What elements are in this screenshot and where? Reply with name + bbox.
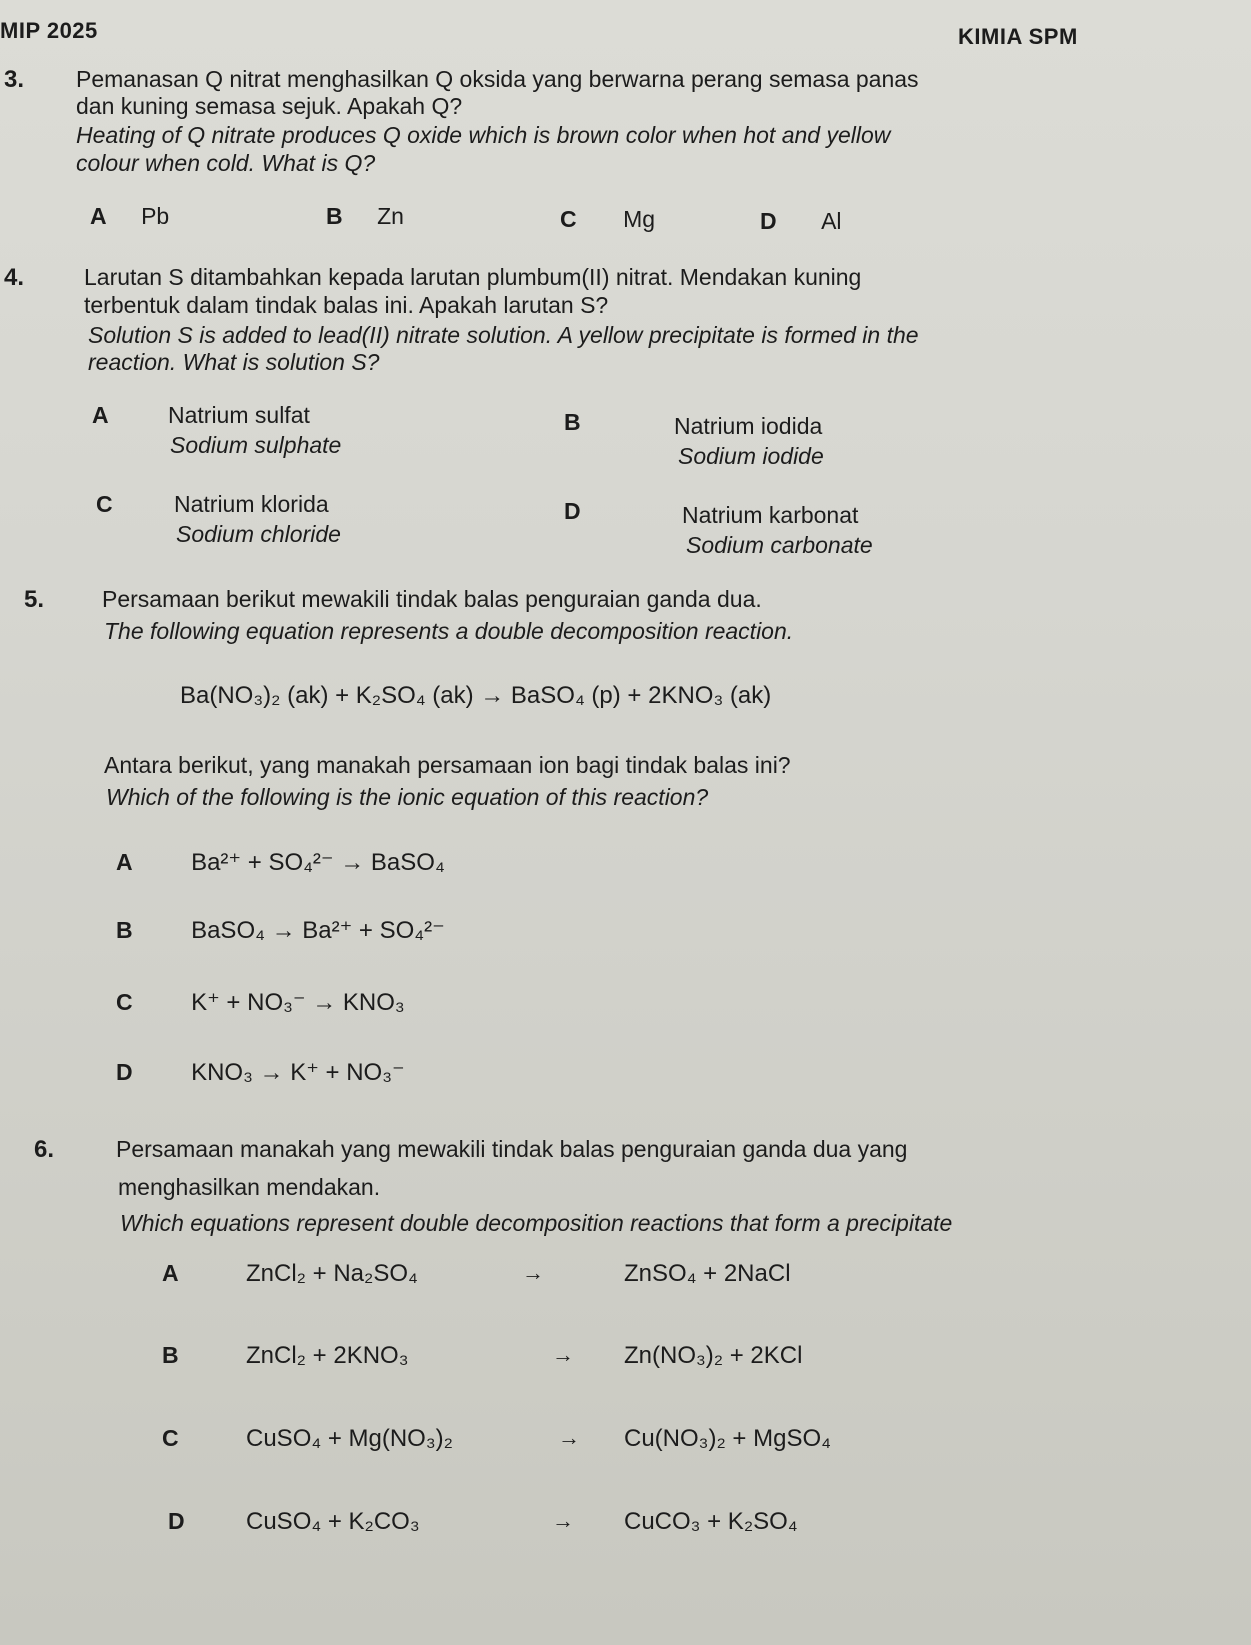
option-equation: Ba²⁺ + SO₄²⁻ → BaSO₄ [191,849,445,876]
option-letter: B [564,409,581,435]
option-text-en: Sodium sulphate [170,432,342,458]
question-text-en: The following equation represents a double decomposition reaction. [104,618,794,644]
question-text-en: Which of the following is the ionic equation of this reaction? [106,784,709,810]
option-letter: B [116,917,133,943]
question-number: 6. [34,1136,55,1163]
option-products: ZnSO₄ + 2NaCl [624,1260,791,1287]
option-d[interactable] [760,208,842,235]
question-text-ms: terbentuk dalam tindak balas ini. Apakah larutan S? [84,292,609,318]
option-reactants: ZnCl₂ + 2KNO₃ [246,1342,409,1369]
option-text-en: Sodium chloride [176,521,341,547]
option-letter: C [162,1425,179,1451]
option-text-ms: Natrium karbonat [682,502,859,528]
option-text-en: Sodium iodide [678,443,824,469]
option-text: Al [821,208,842,234]
option-letter: A [162,1260,179,1286]
option-text-ms: Natrium iodida [674,413,823,439]
question-text-ms: Persamaan berikut mewakili tindak balas penguraian ganda dua. [102,586,762,612]
option-d[interactable] [116,1058,405,1087]
reaction-arrow: → [552,1508,574,1533]
question-text-en: reaction. What is solution S? [88,349,380,375]
option-letter: D [760,208,777,234]
option-letter: C [116,989,133,1015]
question-text-en: Heating of Q nitrate produces Q oxide which is brown color when hot and yellow [76,122,891,148]
option-b[interactable] [116,916,445,945]
option-a[interactable] [116,848,445,877]
option-letter: A [90,203,107,229]
question-number: 3. [4,66,25,93]
question-text-ms: dan kuning semasa sejuk. Apakah Q? [76,93,463,119]
option-products: Cu(NO₃)₂ + MgSO₄ [624,1425,831,1452]
option-products: Zn(NO₃)₂ + 2KCl [624,1342,803,1369]
option-letter: C [96,491,113,517]
option-letter: D [564,498,581,524]
option-text-ms: Natrium klorida [174,491,329,517]
option-letter: D [168,1508,185,1534]
question-number: 4. [4,264,25,291]
question-text-ms: menghasilkan mendakan. [118,1174,381,1200]
option-reactants: CuSO₄ + Mg(NO₃)₂ [246,1425,453,1452]
question-text-ms: Antara berikut, yang manakah persamaan ion bagi tindak balas ini? [104,752,791,778]
option-c[interactable] [116,988,405,1017]
reaction-equation: Ba(NO₃)₂ (ak) + K₂SO₄ (ak) → BaSO₄ (p) + 2KNO₃ (ak) [180,682,772,709]
option-products: CuCO₃ + K₂SO₄ [624,1508,798,1535]
header-right: KIMIA SPM [958,24,1078,49]
option-letter: C [560,206,577,232]
option-letter: B [326,203,343,229]
option-text-en: Sodium carbonate [686,532,873,558]
header-left: MIP 2025 [0,18,98,43]
option-letter: B [162,1342,179,1368]
reaction-arrow: → [552,1342,574,1367]
question-text-ms: Persamaan manakah yang mewakili tindak balas penguraian ganda dua yang [116,1136,908,1162]
question-text-ms: Larutan S ditambahkan kepada larutan plumbum(II) nitrat. Mendakan kuning [84,264,862,290]
option-a[interactable] [90,203,169,230]
question-text-ms: Pemanasan Q nitrat menghasilkan Q oksida yang berwarna perang semasa panas [76,66,919,92]
question-text-en: Which equations represent double decomposition reactions that form a precipitate [120,1210,953,1236]
option-text: Pb [141,203,170,229]
option-reactants: CuSO₄ + K₂CO₃ [246,1508,420,1535]
option-text-ms: Natrium sulfat [168,402,310,428]
option-equation: BaSO₄ → Ba²⁺ + SO₄²⁻ [191,917,445,944]
option-letter: D [116,1059,133,1085]
option-equation: K⁺ + NO₃⁻ → KNO₃ [191,989,405,1016]
option-reactants: ZnCl₂ + Na₂SO₄ [246,1260,418,1287]
question-number: 5. [24,586,45,613]
reaction-arrow: → [558,1425,580,1450]
option-text: Zn [377,203,404,229]
question-text-en: colour when cold. What is Q? [76,150,376,176]
option-letter: A [92,402,109,428]
option-equation: KNO₃ → K⁺ + NO₃⁻ [191,1059,405,1086]
question-text-en: Solution S is added to lead(II) nitrate solution. A yellow precipitate is formed in the [88,322,919,348]
option-b[interactable] [326,203,404,230]
reaction-arrow: → [522,1260,544,1285]
option-text: Mg [623,206,656,232]
option-c[interactable] [560,206,655,233]
option-letter: A [116,849,133,875]
